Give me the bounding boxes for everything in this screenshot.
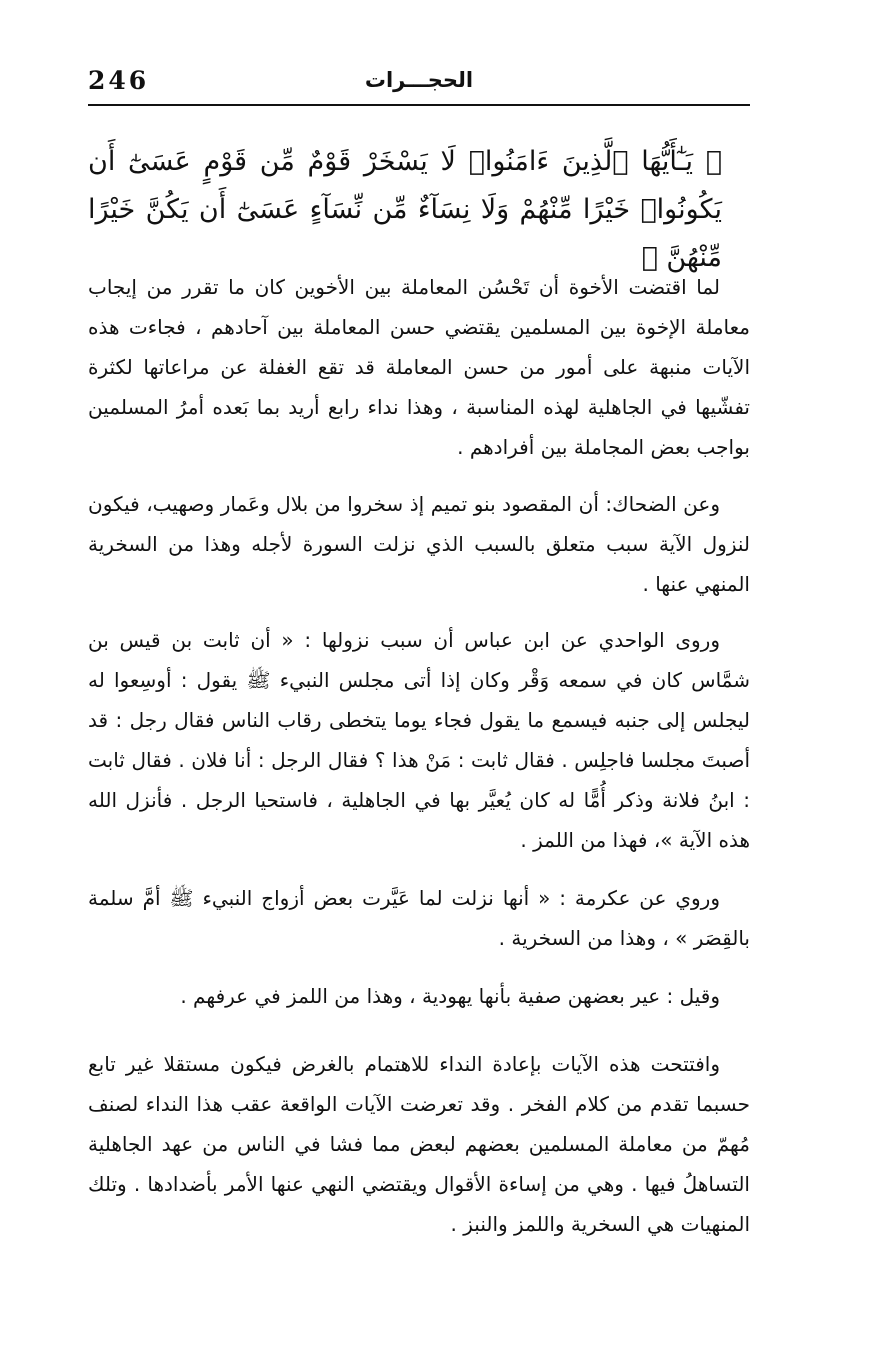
paragraph-3 [88,620,750,860]
paragraph-text: وروى الواحدي عن ابن عباس أن سبب نزولها : « أن ثابت بن قيس بن شمَّاس كان في سمعه وَقْر وكان إذا أتى مجلس النبيء ﷺ يقول : أوسِعوا له ليجلس إلى جنبه فيسمع ما يقول فجاء يوما يتخطى رقاب الناس فقال رجل : قد أصبتَ مجلسا فاجلِس . فقال ثابت : مَنْ هذا ؟ فقال الرجل : أنا فلان . فقال ثابت : ابنُ فلانة وذكر أُمًّا له كان يُعيَّر بها في الجاهلية ، فاستحيا الرجل . فأنزل الله هذه الآية »، فهذا من اللمز . [88,628,750,852]
page-number: 246 [88,66,150,95]
quran-verse: ﴿ يَـٰٓأَيُّهَا ٱلَّذِينَ ءَامَنُوا۟ لَا يَسْخَرْ قَوْمٌ مِّن قَوْمٍ عَسَىٰٓ أَن يَكُونُوا۟ خَيْرًا مِّنْهُمْ وَلَا نِسَآءٌ مِّن نِّسَآءٍ عَسَىٰٓ أَن يَكُنَّ خَيْرًا مِّنْهُنَّ ﴾ [88,146,722,273]
header-rule [88,104,750,106]
paragraph-text: وعن الضحاك: أن المقصود بنو تميم إذ سخروا من بلال وعَمار وصهيب، فيكون لنزول الآية سبب متعلق بالسبب الذي نزلت السورة لأجله وهذا من السخرية المنهي عنها . [88,492,750,596]
paragraph-4 [88,878,750,958]
paragraph-2 [88,484,750,604]
paragraph-1 [88,267,750,467]
paragraph-text: وقيل : عير بعضهن صفية بأنها يهودية ، وهذا من اللمز في عرفهم . [180,984,720,1008]
paragraph-text: وافتتحت هذه الآيات بإعادة النداء للاهتمام بالغرض فيكون مستقلا غير تابع حسبما تقدم من كلام الفخر . وقد تعرضت الآيات الواقعة عقب هذا النداء لصنف مُهمّ من معاملة المسلمين بعضهم لبعض مما فشا في الناس من عهد الجاهلية التساهلُ فيها . وهي من إساءة الأقوال ويقتضي النهي عنها الأمر بأضدادها . وتلك المنهيات هي السخرية واللمز والنبز . [88,1052,750,1236]
paragraph-text: لما اقتضت الأخوة أن تَحْسُن المعاملة بين الأخوين كان ما تقرر من إيجاب معاملة الإخوة بين المسلمين يقتضي حسن المعاملة بين آحادهم ، فجاءت هذه الآيات منبهة على أمور من حسن المعاملة قد تقع الغفلة عن مراعاتها لكثرة تفشّيها في الجاهلية لهذه المناسبة ، وهذا نداء رابع أريد بما بَعده أمرُ المسلمين بواجب بعض المجاملة بين أفرادهم . [88,275,750,459]
page-header [88,62,750,102]
paragraph-5 [88,976,750,1016]
paragraph-6 [88,1044,750,1244]
paragraph-text: وروي عن عكرمة : « أنها نزلت لما عَيَّرت بعض أزواج النبيء ﷺ أمَّ سلمة بالقِصَر » ، وهذا من السخرية . [88,886,750,950]
running-title: الحجـــرات [364,68,474,92]
